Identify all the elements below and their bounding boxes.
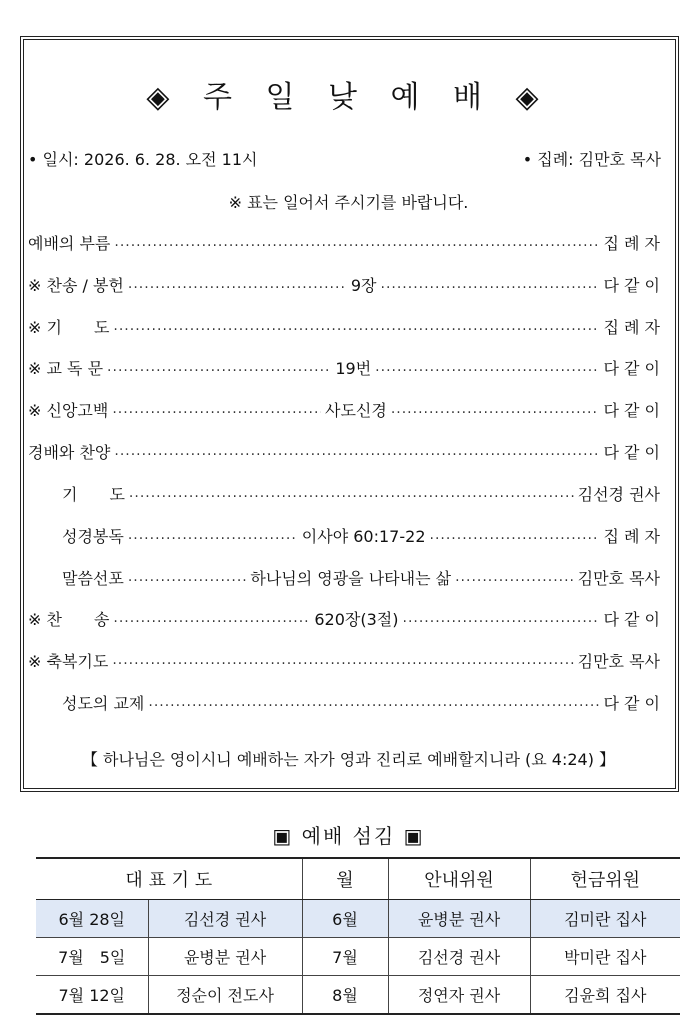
order-item: ※ 교 독 문 — [28, 358, 104, 378]
order-row — [28, 606, 660, 630]
order-by: 집 례 자 — [603, 526, 661, 546]
order-detail: 9장 — [350, 275, 377, 295]
order-by: 김만호 목사 — [577, 651, 660, 671]
standing-notice: ※ 표는 일어서 주시기를 바랍니다. — [228, 193, 469, 212]
order-item: 경배와 찬양 — [28, 442, 111, 462]
order-by: 다 같 이 — [603, 358, 661, 378]
order-row — [28, 355, 660, 379]
header-usher: 안내위원 — [388, 858, 530, 900]
service-leader: • 집례: 김만호 목사 — [522, 150, 661, 169]
header-prayer: 대 표 기 도 — [36, 858, 302, 900]
table-cell: 김선경 권사 — [388, 938, 530, 976]
order-detail: 이사야 60:17-22 — [301, 526, 426, 546]
order-by: 집 례 자 — [603, 317, 660, 337]
order-by: 다 같 이 — [603, 275, 661, 295]
order-item: 말씀선포 — [62, 568, 124, 588]
order-by: 다 같 이 — [603, 693, 660, 713]
table-header-row — [36, 858, 680, 900]
table-row — [36, 976, 680, 1015]
table-row — [36, 900, 680, 938]
table-cell: 김선경 권사 — [148, 900, 302, 938]
order-by: 김만호 목사 — [577, 568, 660, 588]
service-roster-table — [36, 857, 680, 1015]
order-by: 집 례 자 — [603, 233, 660, 253]
order-row — [28, 272, 660, 296]
table-cell: 7월 — [302, 938, 388, 976]
table-cell: 정순이 전도사 — [148, 976, 302, 1015]
table-cell: 윤병분 권사 — [388, 900, 530, 938]
table-cell: 7월 5일 — [36, 938, 148, 976]
order-detail: 19번 — [335, 358, 372, 378]
table-cell: 김미란 집사 — [530, 900, 680, 938]
service-datetime: • 일시: 2026. 6. 28. 오전 11시 — [28, 150, 258, 169]
order-row — [28, 439, 660, 463]
header-month: 월 — [302, 858, 388, 900]
table-cell: 7월 12일 — [36, 976, 148, 1015]
table-cell: 박미란 집사 — [530, 938, 680, 976]
order-row — [62, 565, 660, 589]
order-item: ※ 찬 송 — [28, 609, 110, 629]
order-detail: 사도신경 — [324, 400, 387, 420]
scripture-verse: 【 하나님은 영이시니 예배하는 자가 영과 진리로 예배할지니라 (요 4:24) 】 — [81, 750, 616, 769]
order-row — [28, 314, 660, 338]
header-offering: 헌금위원 — [530, 858, 680, 900]
table-cell: 6월 28일 — [36, 900, 148, 938]
order-by: 다 같 이 — [603, 442, 660, 462]
order-item: 기 도 — [62, 484, 125, 504]
service-title: ◈ 주 일 낮 예 배 ◈ — [146, 80, 551, 115]
order-item: ※ 기 도 — [28, 317, 110, 337]
table-cell: 8월 — [302, 976, 388, 1015]
order-row — [62, 481, 660, 505]
order-detail: 하나님의 영광을 나타내는 삶 — [250, 568, 452, 588]
table-cell: 김윤희 집사 — [530, 976, 680, 1015]
order-by: 김선경 권사 — [577, 484, 660, 504]
order-detail: 620장(3절) — [314, 609, 399, 629]
table-row — [36, 938, 680, 976]
order-item: ※ 찬송 / 봉헌 — [28, 275, 124, 295]
order-row — [62, 523, 660, 547]
table-cell: 윤병분 권사 — [148, 938, 302, 976]
table-cell: 6월 — [302, 900, 388, 938]
order-item: 성경봉독 — [62, 526, 124, 546]
order-item: 예배의 부름 — [28, 233, 111, 253]
table-cell: 정연자 권사 — [388, 976, 530, 1015]
order-row — [62, 690, 660, 714]
order-row — [28, 397, 660, 421]
order-by: 다 같 이 — [603, 609, 661, 629]
order-row — [28, 230, 660, 254]
service-roster-title: ▣ 예배 섬김 ▣ — [272, 824, 425, 848]
order-item: ※ 축복기도 — [28, 651, 109, 671]
order-by: 다 같 이 — [603, 400, 661, 420]
order-row — [28, 648, 660, 672]
order-item: ※ 신앙고백 — [28, 400, 109, 420]
order-item: 성도의 교제 — [62, 693, 145, 713]
